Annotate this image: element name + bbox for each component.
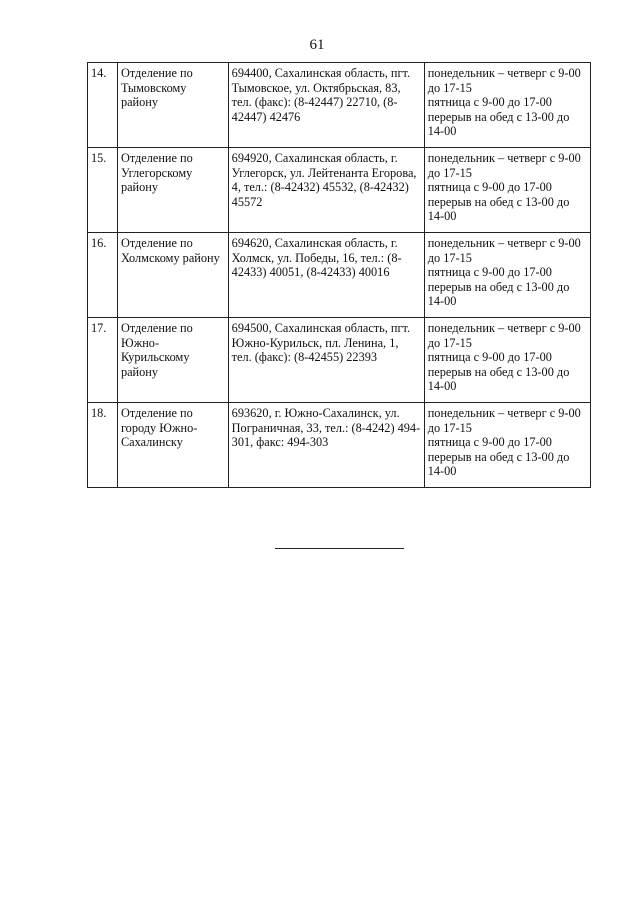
office-address: 693620, г. Южно-Сахалинск, ул. Пограничная, 33, тел.: (8-4242) 494-301, факс: 494-303 bbox=[228, 403, 424, 488]
office-name: Отделение по городу Южно-Сахалинску bbox=[117, 403, 228, 488]
hours-lunch-break: перерыв на обед с 13-00 до 14-00 bbox=[427, 364, 570, 394]
hours-friday: пятница с 9-00 до 17-00 bbox=[427, 265, 552, 280]
hours-friday: пятница с 9-00 до 17-00 bbox=[427, 350, 552, 365]
hours-friday: пятница с 9-00 до 17-00 bbox=[427, 435, 552, 450]
office-address: 694500, Сахалинская область, пгт. Южно-Курильск, пл. Ленина, 1, тел. (факс): (8-42455) 22393 bbox=[228, 318, 424, 403]
hours-friday: пятница с 9-00 до 17-00 bbox=[427, 180, 552, 195]
office-name: Отделение по Тымовскому району bbox=[117, 63, 228, 148]
hours-weekdays: понедельник – четверг с 9-00 до 17-15 bbox=[427, 151, 581, 180]
row-number: 17. bbox=[88, 318, 118, 403]
hours-friday: пятница с 9-00 до 17-00 bbox=[427, 95, 552, 110]
offices-table bbox=[87, 62, 591, 488]
office-hours bbox=[424, 233, 590, 318]
office-hours bbox=[424, 148, 590, 233]
hours-weekdays: понедельник – четверг с 9-00 до 17-15 bbox=[427, 321, 581, 350]
office-address: 694620, Сахалинская область, г. Холмск, ул. Победы, 16, тел.: (8-42433) 40051, (8-42433) 40016 bbox=[228, 233, 424, 318]
office-hours bbox=[424, 403, 590, 488]
hours-lunch-break: перерыв на обед с 13-00 до 14-00 bbox=[427, 449, 570, 479]
row-number: 14. bbox=[88, 63, 118, 148]
table-row bbox=[88, 318, 591, 403]
office-hours bbox=[424, 63, 590, 148]
office-address: 694400, Сахалинская область, пгт. Тымовское, ул. Октябрьская, 83, тел. (факс): (8-42447) 22710, (8-42447) 42476 bbox=[228, 63, 424, 148]
hours-lunch-break: перерыв на обед с 13-00 до 14-00 bbox=[427, 279, 570, 309]
office-name: Отделение по Южно-Курильскому району bbox=[117, 318, 228, 403]
office-address: 694920, Сахалинская область, г. Углегорск, ул. Лейтенанта Егорова, 4, тел.: (8-42432) 45532, (8-42432) 45572 bbox=[228, 148, 424, 233]
table-row bbox=[88, 63, 591, 148]
office-name: Отделение по Углегорскому району bbox=[117, 148, 228, 233]
table-row bbox=[88, 233, 591, 318]
table-row bbox=[88, 148, 591, 233]
hours-weekdays: понедельник – четверг с 9-00 до 17-15 bbox=[427, 66, 581, 95]
hours-weekdays: понедельник – четверг с 9-00 до 17-15 bbox=[427, 236, 581, 265]
row-number: 18. bbox=[88, 403, 118, 488]
hours-lunch-break: перерыв на обед с 13-00 до 14-00 bbox=[427, 109, 570, 139]
hours-weekdays: понедельник – четверг с 9-00 до 17-15 bbox=[427, 406, 581, 435]
table-row bbox=[88, 403, 591, 488]
end-of-document-rule bbox=[275, 548, 404, 549]
office-hours bbox=[424, 318, 590, 403]
row-number: 16. bbox=[88, 233, 118, 318]
hours-lunch-break: перерыв на обед с 13-00 до 14-00 bbox=[427, 194, 570, 224]
page-number: 61 bbox=[309, 37, 325, 53]
row-number: 15. bbox=[88, 148, 118, 233]
office-name: Отделение по Холмскому району bbox=[117, 233, 228, 318]
